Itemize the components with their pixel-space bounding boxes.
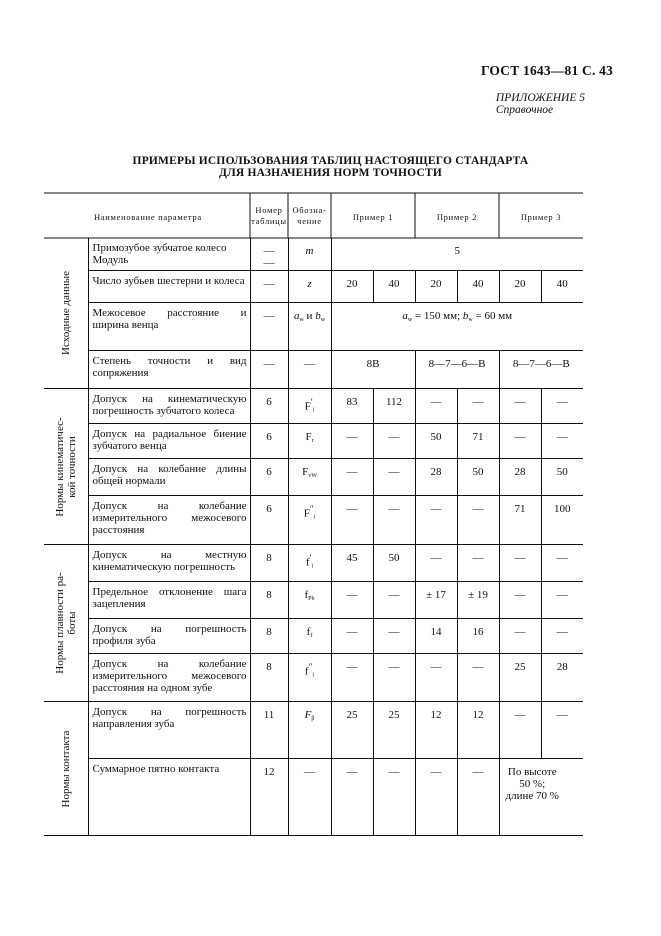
param-cell: Допуск на колебание длины общей нормали xyxy=(88,458,250,495)
table-number-cell: — xyxy=(250,302,288,350)
designation-cell xyxy=(288,582,331,619)
result-line: длине 70 % xyxy=(505,790,559,803)
value-cell: 20 xyxy=(331,270,373,302)
table-header xyxy=(44,193,583,238)
value-cell: — xyxy=(499,545,541,582)
value-cell: 28 xyxy=(415,458,457,495)
group-label-line: Нормы кинематичес- xyxy=(53,416,66,517)
symbol: F xyxy=(305,431,312,444)
symbol: m xyxy=(305,245,314,257)
value-cell: 8—7—6—В xyxy=(499,350,583,388)
designation-cell xyxy=(288,496,331,545)
table-row xyxy=(44,458,583,495)
superscript: ′ xyxy=(310,397,313,407)
value-cell: 25 xyxy=(499,654,541,702)
subscript: w xyxy=(407,316,413,323)
appendix-number: ПРИЛОЖЕНИЕ 5 xyxy=(495,92,585,104)
superscript: ′ xyxy=(309,553,312,563)
value-cell: — xyxy=(457,389,499,424)
header-designation xyxy=(288,205,331,227)
param-cell: Допуск на местную кинематическую погрешность xyxy=(88,545,250,582)
value-cell: 28 xyxy=(541,654,583,702)
value-cell: — xyxy=(499,389,541,424)
value-cell: 83 xyxy=(331,389,373,424)
group-label-line: боты xyxy=(65,611,78,635)
value-cell: — xyxy=(541,389,583,424)
value-cell: — xyxy=(499,424,541,458)
table-row xyxy=(44,350,583,388)
table-number-cell: — xyxy=(250,350,288,388)
subscript: r xyxy=(311,438,314,445)
document-header: ГОСТ 1643—81 С. 43 xyxy=(480,63,613,78)
table-row xyxy=(44,424,583,458)
value-cell: 50 xyxy=(457,458,499,495)
cell-value: — xyxy=(263,245,275,257)
symbol: f xyxy=(306,626,311,638)
group-kinematic xyxy=(44,389,88,545)
value-cell: — xyxy=(541,582,583,619)
param-cell: Допуск на кинематическую погрешность зубчатого колеса xyxy=(88,389,250,424)
value-cell: 20 xyxy=(499,270,541,302)
designation-cell xyxy=(288,458,331,495)
subscript: Pb xyxy=(308,596,315,602)
table-row xyxy=(44,759,583,836)
subscript: f xyxy=(310,633,313,639)
value-cell xyxy=(331,238,583,270)
table-number-cell: 6 xyxy=(250,496,288,545)
subscript: i xyxy=(312,672,315,679)
table-number-cell: 6 xyxy=(250,389,288,424)
value-cell: ± 19 xyxy=(457,582,499,619)
value-cell: — xyxy=(499,702,541,759)
subscript: vW xyxy=(308,472,317,479)
cell-value: — xyxy=(263,257,275,269)
table-number-cell: — xyxy=(250,270,288,302)
value-cell: 40 xyxy=(457,270,499,302)
value-cell: 45 xyxy=(331,545,373,582)
designation-cell xyxy=(288,545,331,582)
value-cell: 25 xyxy=(373,702,415,759)
value-cell: — xyxy=(373,654,415,702)
group-label xyxy=(54,417,78,516)
subscript: i xyxy=(313,515,316,522)
param-cell: Допуск на колебание измерительного межосевого расстояния xyxy=(88,496,250,545)
subscript: β xyxy=(311,716,315,722)
param-cell: Допуск на погрешность направления зуба xyxy=(88,702,250,759)
param-cell: Число зубьев шестерни и колеса xyxy=(88,270,250,302)
value-cell: 8—7—6—В xyxy=(415,350,499,388)
table-row xyxy=(44,619,583,654)
header-table-number xyxy=(250,205,288,227)
param-text: Модуль xyxy=(92,254,129,266)
header-num-2: таблицы xyxy=(251,216,287,226)
symbol: f xyxy=(304,665,309,678)
value-cell: — xyxy=(331,654,373,702)
param-cell: Суммарное пятно контакта xyxy=(88,759,250,836)
cell-value: 5 xyxy=(454,245,460,257)
cell-value: = 150 мм; xyxy=(412,309,463,322)
table-row xyxy=(44,545,583,582)
header-param: Наименование параметра xyxy=(94,212,202,222)
value-cell: 16 xyxy=(457,619,499,654)
designation-cell xyxy=(288,702,331,759)
value-cell: 25 xyxy=(331,702,373,759)
group-smoothness xyxy=(44,545,88,702)
param-cell: Межосевое расстояние и ширина венца xyxy=(88,302,250,350)
value-cell: — xyxy=(373,424,415,458)
group-contact xyxy=(44,702,88,836)
param-cell: Предельное отклонение шага зацепления xyxy=(88,582,250,619)
table-number-cell: 8 xyxy=(250,619,288,654)
table-row xyxy=(44,496,583,545)
superscript: ″ xyxy=(309,504,314,515)
param-cell: Допуск на радиальное биение зубчатого венца xyxy=(88,424,250,458)
group-label-line: кой точности xyxy=(65,435,78,498)
table-number-cell: 8 xyxy=(250,582,288,619)
value-cell: — xyxy=(331,759,373,836)
value-cell: — xyxy=(373,619,415,654)
value-cell: — xyxy=(373,458,415,495)
table-row xyxy=(44,270,583,302)
value-cell: — xyxy=(457,759,499,836)
symbol: f xyxy=(305,556,310,569)
group-label xyxy=(54,572,78,673)
value-cell: — xyxy=(373,496,415,545)
table-row xyxy=(44,302,583,350)
designation-cell xyxy=(288,270,331,302)
param-cell: Степень точности и вид сопряжения xyxy=(88,350,250,388)
value-cell: 50 xyxy=(541,458,583,495)
value-cell: 28 xyxy=(499,458,541,495)
value-cell: — xyxy=(373,582,415,619)
value-cell: 112 xyxy=(373,389,415,424)
table-row xyxy=(44,582,583,619)
value-cell: 71 xyxy=(457,424,499,458)
table-number-cell: 11 xyxy=(250,702,288,759)
param-cell xyxy=(88,238,250,270)
value-cell: — xyxy=(373,759,415,836)
table-number-cell: 8 xyxy=(250,545,288,582)
symbol: b xyxy=(315,309,321,322)
value-cell: — xyxy=(457,496,499,545)
value-cell: — xyxy=(331,496,373,545)
symbol: z xyxy=(307,277,312,290)
conjunction: и xyxy=(306,309,313,322)
value-cell xyxy=(331,302,583,350)
table-number-cell: 6 xyxy=(250,458,288,495)
result-line: 50 %; xyxy=(519,778,546,791)
designation-cell xyxy=(288,654,331,702)
value-cell: 8В xyxy=(331,350,415,388)
param-cell: Допуск на колебание измерительного межосевого расстояния на одном зубе xyxy=(88,654,250,702)
subscript: i xyxy=(311,563,314,570)
symbol: b xyxy=(462,309,469,322)
header-des-2: чение xyxy=(297,216,322,226)
value-cell: — xyxy=(331,424,373,458)
table-row xyxy=(44,238,583,270)
symbol: a xyxy=(293,309,300,322)
param-cell: Допуск на погрешность профиля зуба xyxy=(88,619,250,654)
designation-cell: — xyxy=(288,350,331,388)
value-cell: — xyxy=(415,496,457,545)
table-number-cell: 8 xyxy=(250,654,288,702)
symbol: F xyxy=(303,508,310,521)
value-cell: 40 xyxy=(373,270,415,302)
result-line: По высоте xyxy=(507,766,557,779)
table-number-cell: 12 xyxy=(250,759,288,836)
header-example-2: Пример 2 xyxy=(436,212,478,222)
value-cell: 12 xyxy=(457,702,499,759)
superscript: ″ xyxy=(308,662,313,672)
value-cell: — xyxy=(331,619,373,654)
value-cell: 50 xyxy=(415,424,457,458)
symbol: F xyxy=(304,400,311,413)
table-number-cell xyxy=(250,238,288,270)
value-cell: — xyxy=(415,759,457,836)
table-row xyxy=(44,702,583,759)
designation-cell xyxy=(288,389,331,424)
value-cell: — xyxy=(541,424,583,458)
title-line-1: ПРИМЕРЫ ИСПОЛЬЗОВАНИЯ ТАБЛИЦ НАСТОЯЩЕГО СТАНДАРТА xyxy=(132,155,529,167)
value-cell: — xyxy=(541,702,583,759)
value-cell: — xyxy=(415,545,457,582)
group-initial-data xyxy=(44,238,88,389)
subscript: w xyxy=(468,316,473,323)
value-cell: — xyxy=(457,545,499,582)
subscript: w xyxy=(320,316,326,323)
value-cell: 100 xyxy=(541,496,583,545)
group-label-line: Нормы плавности ра- xyxy=(53,572,66,674)
header-des-1: Обозна- xyxy=(292,205,327,215)
symbol: f xyxy=(304,589,309,601)
designation-cell xyxy=(288,238,331,270)
value-cell: — xyxy=(331,458,373,495)
value-cell: 50 xyxy=(373,545,415,582)
value-cell: 20 xyxy=(415,270,457,302)
symbol: F xyxy=(302,465,309,478)
header-num-1: Номер xyxy=(255,205,283,215)
contact-patch-result xyxy=(499,759,583,836)
designation-cell xyxy=(288,302,331,350)
header-example-3: Пример 3 xyxy=(520,212,562,222)
table-number-cell: 6 xyxy=(250,424,288,458)
designation-cell xyxy=(288,424,331,458)
designation-cell xyxy=(288,619,331,654)
value-cell: ± 17 xyxy=(415,582,457,619)
group-label: Исходные данные xyxy=(59,271,72,355)
value-cell: — xyxy=(415,389,457,424)
table-row xyxy=(44,654,583,702)
value-cell: 14 xyxy=(415,619,457,654)
value-cell: — xyxy=(541,545,583,582)
header-example-1: Пример 1 xyxy=(352,212,394,222)
value-cell: — xyxy=(541,619,583,654)
param-text: Примозубое зубчатое колесо xyxy=(92,242,227,254)
accuracy-table xyxy=(44,238,583,836)
value-cell: — xyxy=(499,582,541,619)
value-cell: 40 xyxy=(541,270,583,302)
value-cell: 71 xyxy=(499,496,541,545)
value-cell: — xyxy=(331,582,373,619)
value-cell: 12 xyxy=(415,702,457,759)
value-cell: — xyxy=(499,619,541,654)
symbol: a xyxy=(402,309,408,322)
symbol: F xyxy=(304,709,312,721)
subscript: i xyxy=(312,407,315,414)
value-cell: — xyxy=(415,654,457,702)
appendix-type: Справочное xyxy=(495,104,554,116)
designation-cell: — xyxy=(288,759,331,836)
subscript: w xyxy=(299,316,304,323)
group-label: Нормы контакта xyxy=(59,730,72,807)
table-row xyxy=(44,389,583,424)
value-cell: — xyxy=(457,654,499,702)
title-line-2: ДЛЯ НАЗНАЧЕНИЯ НОРМ ТОЧНОСТИ xyxy=(219,167,442,179)
cell-value: = 60 мм xyxy=(472,309,513,322)
